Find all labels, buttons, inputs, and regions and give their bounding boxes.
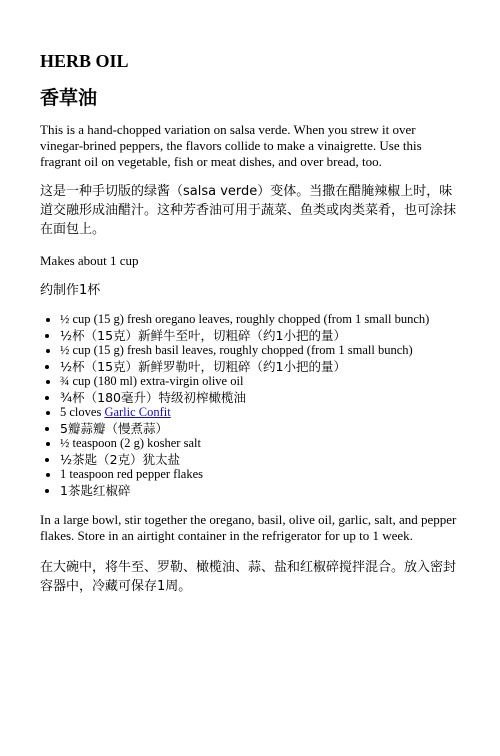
recipe-title-zh: 香草油	[40, 87, 98, 109]
ingredient-item: • ¾杯（180毫升）特级初榨橄榄油	[60, 390, 460, 406]
yield-zh: 约制作1杯	[40, 283, 101, 298]
ingredient-item: • ½ cup (15 g) fresh oregano leaves, roughly chopped (from 1 small bunch)	[60, 312, 460, 328]
ingredient-item: • ½茶匙（2克）犹太盐	[60, 452, 460, 468]
intro-paragraph-en: This is a hand-chopped variation on salsa verde. When you strew it over vinegar-brined peppers, the flavors collide to make a vinaigrette. Use this fragrant oil on vegetable, fish or meat dishes, and over bread, too.	[40, 122, 422, 169]
ingredient-item: • ¾ cup (180 ml) extra-virgin olive oil	[60, 374, 460, 390]
method-paragraph-en: In a large bowl, stir together the oregano, basil, olive oil, garlic, salt, and pepper flakes. Store in an airtight container in the refrigerator for up to 1 week.	[40, 512, 457, 543]
ingredient-item: • ½杯（15克）新鲜牛至叶，切粗碎（约1小把的量）	[60, 328, 460, 344]
ingredient-item: • ½ teaspoon (2 g) kosher salt	[60, 436, 460, 452]
ingredient-list	[40, 312, 460, 498]
ingredient-text: 5 cloves	[60, 405, 105, 419]
ingredient-item: • 1 teaspoon red pepper flakes	[60, 467, 460, 483]
recipe-page	[0, 50, 500, 596]
ingredient-item: • 5瓣蒜瓣（慢煮蒜）	[60, 421, 460, 437]
ingredient-item	[60, 405, 460, 421]
ingredient-item: • 1茶匙红椒碎	[60, 483, 460, 499]
garlic-confit-link[interactable]: Garlic Confit	[104, 405, 171, 419]
ingredient-item: • ½杯（15克）新鲜罗勒叶，切粗碎（约1小把的量）	[60, 359, 460, 375]
ingredient-item: • ½ cup (15 g) fresh basil leaves, roughly chopped (from 1 small bunch)	[60, 343, 460, 359]
yield-en: Makes about 1 cup	[40, 253, 139, 268]
intro-paragraph-zh: 这是一种手切版的绿酱（salsa verde）变体。当撒在醋腌辣椒上时，味道交融形成油醋汁。这种芳香油可用于蔬菜、鱼类或肉类菜肴，也可涂抹在面包上。	[40, 184, 457, 237]
recipe-title-en: HERB OIL	[40, 51, 129, 71]
method-paragraph-zh: 在大碗中，将牛至、罗勒、橄榄油、蒜、盐和红椒碎搅拌混合。放入密封容器中，冷藏可保存1周。	[40, 560, 457, 594]
